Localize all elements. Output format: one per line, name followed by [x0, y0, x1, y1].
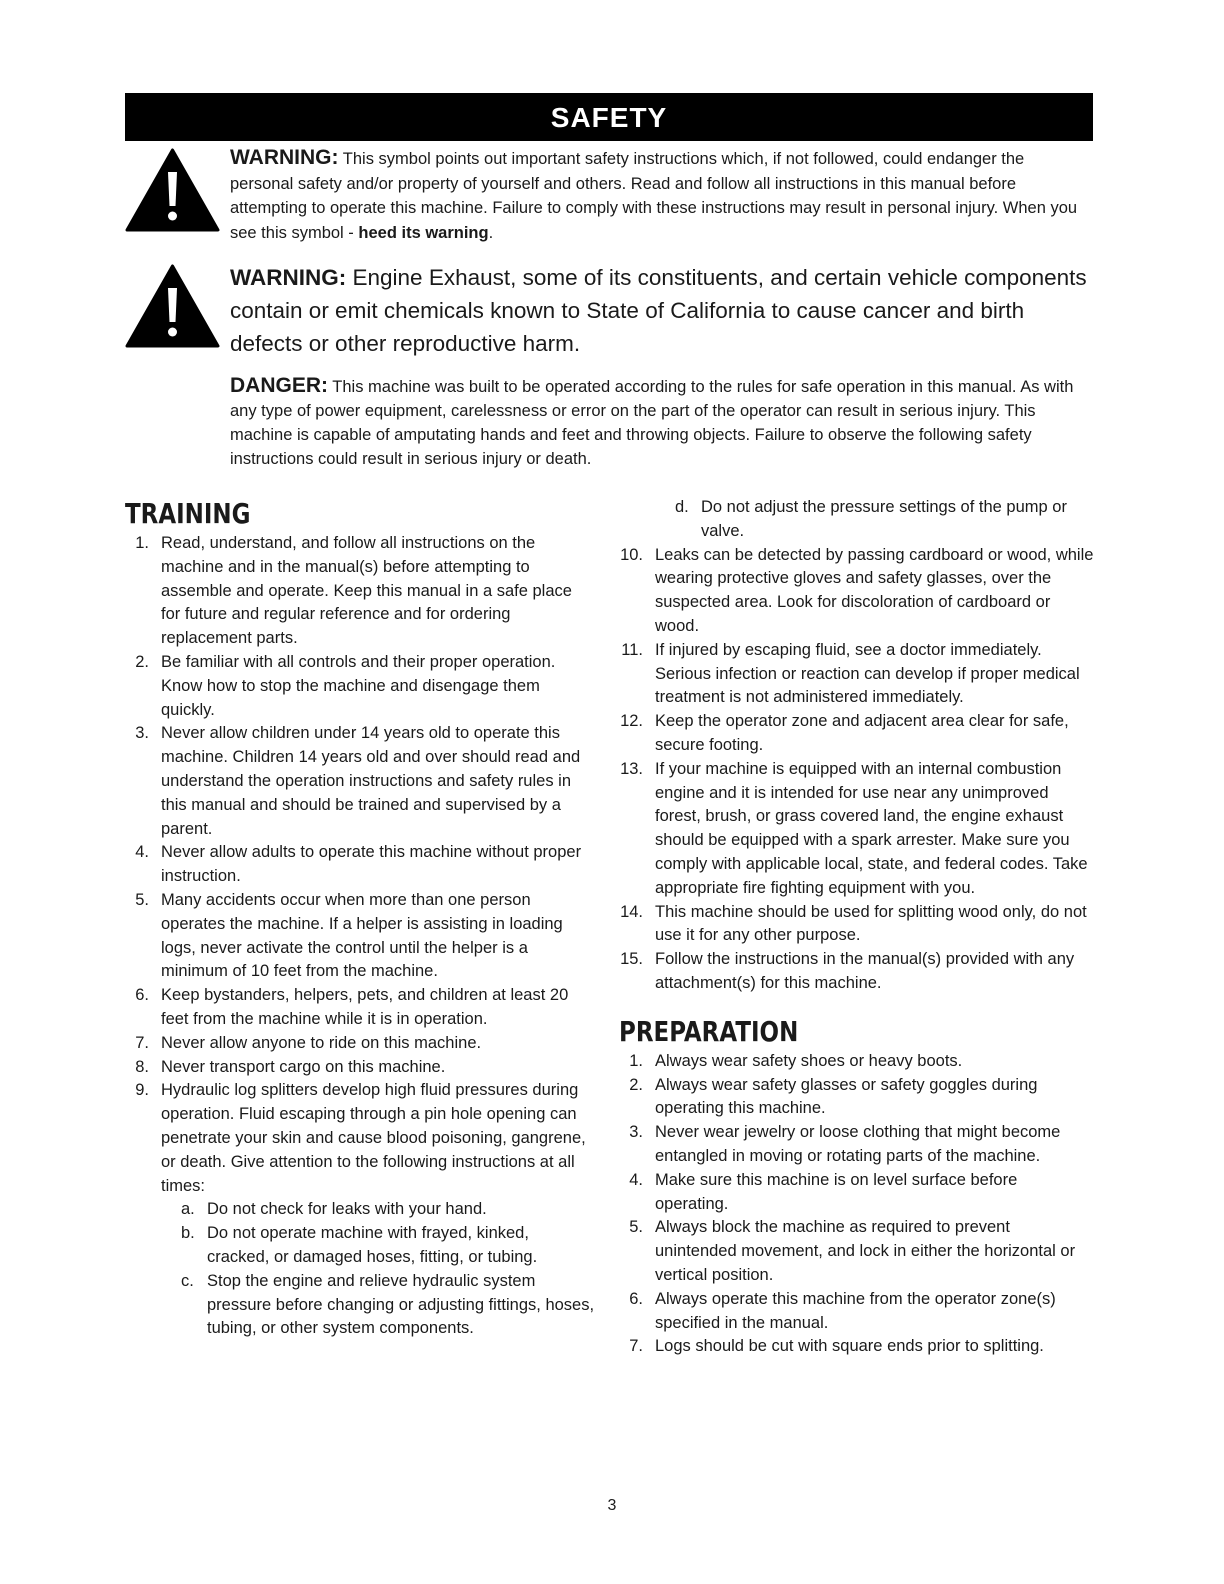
warning-label: WARNING:	[230, 265, 347, 290]
list-item: 9. Hydraulic log splitters develop high fluid pressures during operation. Fluid escaping through a pin hole opening can penetrate your skin and cause blood poisoning, gangrene, or death. Give attention to the following instructions at all times:	[135, 1081, 586, 1195]
list-item: 3. Never wear jewelry or loose clothing that might become entangled in moving or rotating parts of the machine.	[629, 1123, 1061, 1165]
sub-list-item: b. Do not operate machine with frayed, kinked, cracked, or damaged hoses, fitting, or tubing.	[181, 1224, 538, 1266]
list-item: 5. Always block the machine as required to prevent unintended movement, and lock in either the horizontal or vertical position.	[629, 1218, 1076, 1284]
list-item: 10. Leaks can be detected by passing cardboard or wood, while wearing protective gloves and safety glasses, over the suspected area. Look for discoloration of cardboard or wood.	[620, 545, 1094, 635]
list-item: 15. Follow the instructions in the manual(s) provided with any attachment(s) for this machine.	[620, 950, 1075, 992]
list-item: 6. Always operate this machine from the operator zone(s) specified in the manual.	[629, 1289, 1056, 1332]
sub-list-item: a. Do not check for leaks with your hand.	[181, 1200, 487, 1219]
list-item: 4. Never allow adults to operate this machine without proper instruction.	[135, 843, 582, 886]
safety-banner: SAFETY	[125, 93, 1093, 141]
preparation-list	[619, 1050, 1094, 1359]
warning-triangle-icon	[125, 264, 220, 348]
list-item: 2. Always wear safety glasses or safety goggles during operating this machine.	[629, 1075, 1038, 1118]
warning-general	[230, 146, 1092, 245]
list-item: 12. Keep the operator zone and adjacent area clear for safe, secure footing.	[620, 712, 1069, 754]
list-item: 8. Never transport cargo on this machine.	[135, 1057, 446, 1076]
training-sublist	[181, 1198, 595, 1341]
warning-text: This symbol points out important safety instructions which, if not followed, could endanger the personal safety and/or property of yourself and others. Read and follow all instructions in this manual before attempting to operate this machine. Failure to comply with these instructions may result in personal injury. When you see this symbol -	[230, 150, 1078, 242]
list-item: 1. Always wear safety shoes or heavy boots.	[629, 1051, 963, 1070]
page-number: 3	[607, 1497, 617, 1514]
warning-triangle-icon	[125, 148, 220, 232]
warning-label: WARNING:	[230, 146, 339, 169]
list-item: 13. If your machine is equipped with an internal combustion engine and it is intended for use near any unimproved forest, brush, or grass covered land, the engine exhaust should be equipped with a spark arrester. Make sure you comply with applicable local, state, and federal codes. Take appropriate fire fighting equipment with you.	[620, 759, 1088, 897]
list-item: 5. Many accidents occur when more than one person operates the machine. If a helper is assisting in loading logs, never activate the control until the helper is a minimum of 10 feet from the machine.	[135, 890, 563, 981]
list-item: 7. Logs should be cut with square ends prior to splitting.	[629, 1337, 1044, 1356]
list-item: 1. Read, understand, and follow all instructions on the machine and in the manual(s) before attempting to assemble and operate. Keep this manual in a safe place for future and regular reference and for ordering replacement parts.	[135, 534, 572, 648]
warning-end: .	[488, 223, 494, 242]
list-item: 11. If injured by escaping fluid, see a doctor immediately. Serious infection or reaction can develop if proper medical treatment is not administered immediately.	[621, 640, 1080, 707]
danger-text: This machine was built to be operated according to the rules for safe operation in this manual. As with any type of power equipment, carelessness or error on the part of the operator can result in serious injury. This machine is capable of amputating hands and feet and throwing objects. Failure to observe the following safety instructions could result in serious injury or death.	[230, 378, 1074, 468]
training-sublist-cont	[675, 496, 1094, 544]
warning-text: Engine Exhaust, some of its constituents, and certain vehicle components contain or emit chemicals known to State of California to cause cancer and birth defects or other reproductive harm.	[230, 265, 1087, 356]
sub-list-item: d. Do not adjust the pressure settings of the pump or valve.	[675, 498, 1067, 540]
list-item: 4. Make sure this machine is on level surface before operating.	[629, 1170, 1018, 1213]
sub-list-item: c. Stop the engine and relieve hydraulic system pressure before changing or adjusting fittings, hoses, tubing, or other system components.	[181, 1271, 595, 1338]
danger-notice	[230, 374, 1096, 471]
warning-emphasis: heed its warning	[358, 223, 489, 242]
danger-label: DANGER:	[230, 374, 328, 397]
list-item: 14. This machine should be used for splitting wood only, do not use it for any other purpose.	[620, 902, 1087, 945]
list-item: 7. Never allow anyone to ride on this machine.	[135, 1033, 482, 1052]
list-item: 2. Be familiar with all controls and their proper operation. Know how to stop the machine and disengage them quickly.	[135, 652, 556, 719]
list-item: 3. Never allow children under 14 years old to operate this machine. Children 14 years old and over should read and understand the operation instructions and safety rules in this manual and should be trained and supervised by a parent.	[135, 724, 581, 838]
training-heading: TRAINING	[125, 497, 251, 530]
training-list	[125, 532, 595, 1198]
list-item: 6. Keep bystanders, helpers, pets, and children at least 20 feet from the machine while it is in operation.	[135, 986, 569, 1028]
warning-california	[230, 261, 1100, 360]
left-column	[125, 496, 595, 1341]
right-column	[619, 496, 1094, 1359]
preparation-heading: PREPARATION	[619, 1014, 799, 1048]
training-list-cont	[619, 544, 1094, 996]
